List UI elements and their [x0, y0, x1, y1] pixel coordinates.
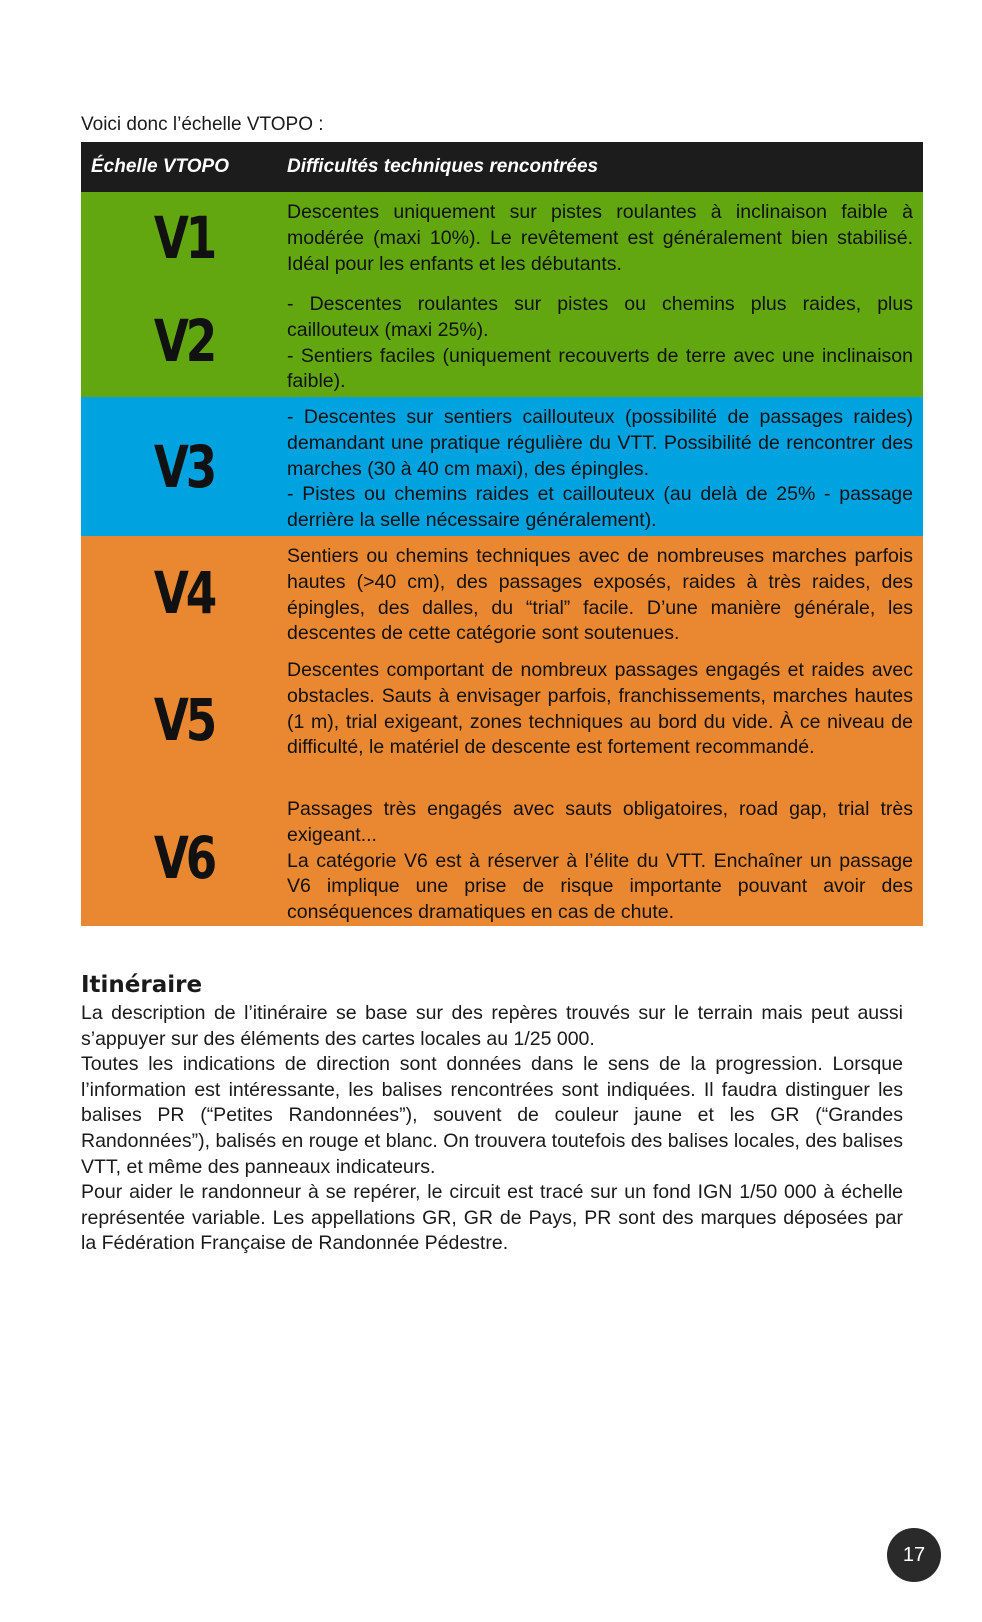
itineraire-section	[81, 970, 903, 1257]
level-label: V2	[153, 306, 215, 375]
section-title: Itinéraire	[81, 972, 203, 998]
level-label: V4	[153, 559, 215, 627]
header-difficulties: Difficultés techniques rencontrées	[287, 156, 599, 177]
level-label: V3	[153, 432, 215, 501]
table-row-v1	[81, 192, 923, 284]
level-description: - Descentes sur sentiers caillouteux (possibilité de passages raides) demandant une pratique régulière du VTT. Possibilité de rencontrer des marches (30 à 40 cm maxi), des épingles. - Pistes ou chemins raides et caillouteux (au delà de 25% - passage derrière la selle nécessaire généralement).	[287, 406, 913, 532]
table-row-v6	[81, 789, 923, 926]
level-label: V1	[153, 204, 215, 272]
table-row-v2	[81, 284, 923, 397]
paragraph: La description de l’itinéraire se base sur des repères trouvés sur le terrain mais peut aussi s’appuyer sur des éléments des cartes locales au 1/25 000.	[81, 1002, 903, 1050]
paragraph: Pour aider le randonneur à se repérer, le circuit est tracé sur un fond IGN 1/50 000 à échelle représentée variable. Les appellations GR, GR de Pays, PR sont des marques déposées par la Fédération Française de Randonnée Pédestre.	[81, 1181, 903, 1255]
level-description: Descentes comportant de nombreux passages engagés et raides avec obstacles. Sauts à envisager parfois, franchissements, marches hautes (1 m), trial exigeant, zones techniques au bord du vide. À ce niveau de difficulté, le matériel de descente est fortement recommandé.	[287, 659, 913, 759]
vtopo-scale-table	[81, 142, 923, 926]
table-row-v4	[81, 536, 923, 650]
intro-text: Voici donc l’échelle VTOPO :	[81, 114, 324, 135]
level-description: Sentiers ou chemins techniques avec de nombreuses marches parfois hautes (>40 cm), des passages exposés, raides à très raides, des épingles, des dalles, du “trial” facile. D’une manière générale, les descentes de cette catégorie sont soutenues.	[287, 545, 913, 645]
level-description: Descentes uniquement sur pistes roulantes à inclinaison faible à modérée (maxi 10%). Le revêtement est généralement bien stabilisé. Idéal pour les enfants et les débutants.	[287, 201, 913, 275]
page-number: 17	[887, 1528, 941, 1582]
paragraph: Toutes les indications de direction sont données dans le sens de la progression. Lorsque l’information est intéressante, les balises rencontrées sont indiquées. Il faudra distinguer les balises PR (“Petites Randonnées”), souvent de couleur jaune et les GR (“Grandes Randonnées”), balisés en rouge et blanc. On trouvera toutefois des balises locales, des balises VTT, et même des panneaux indicateurs.	[81, 1053, 903, 1178]
level-label: V6	[153, 823, 215, 892]
header-scale: Échelle VTOPO	[91, 156, 229, 177]
table-row-v3	[81, 397, 923, 536]
level-description: Passages très engagés avec sauts obligatoires, road gap, trial très exigeant... La catégorie V6 est à réserver à l’élite du VTT. Enchaîner un passage V6 implique une prise de risque importante pouvant avoir des conséquences dramatiques en cas de chute.	[287, 798, 913, 924]
level-description: - Descentes roulantes sur pistes ou chemins plus raides, plus caillouteux (maxi 25%). - Sentiers faciles (uniquement recouverts de terre avec une inclinaison faible).	[287, 293, 913, 393]
level-label: V5	[153, 685, 215, 754]
table-header	[81, 142, 923, 192]
table-row-v5	[81, 650, 923, 789]
